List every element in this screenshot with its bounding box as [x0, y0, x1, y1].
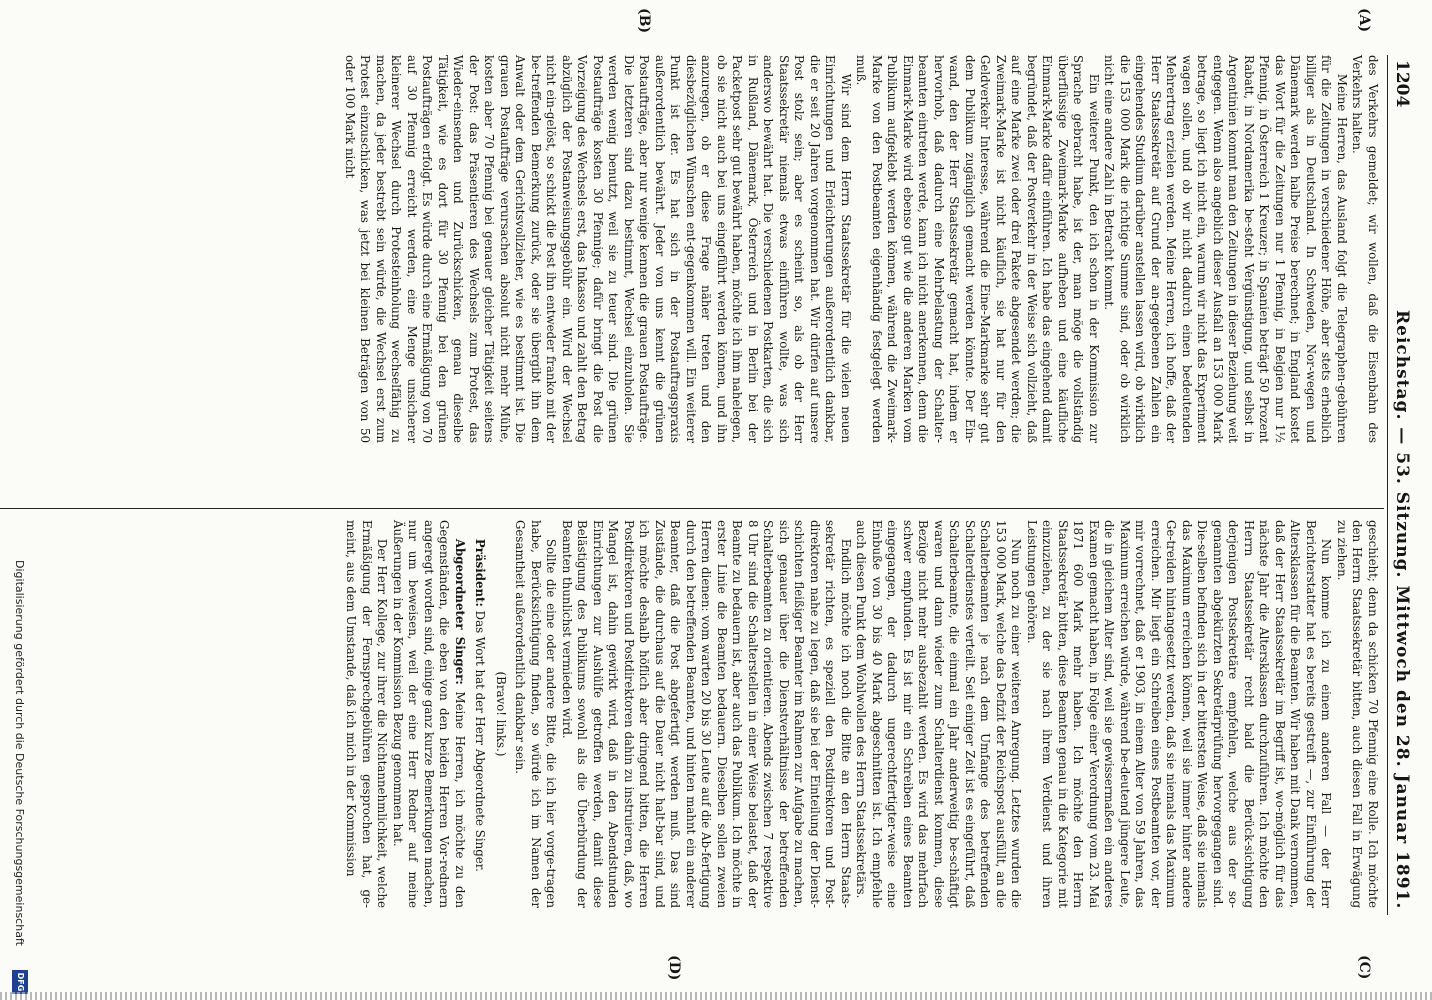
paragraph: Nun noch zu einer weiteren Anregung. Letztes wurden die 153 000 Mark, welche das Defizit der Reichspost ausfüllt, an die Schalterbeamten je nach dem Umfange des betreffenden Schalterdienstes verteilt. Seit einiger Zeit ist es eingeführt, daß Schalterbeamte, die einmal ein Jahr anderweitig be-schäftigt waren und dann wieder zum Schalterdienst kommen, diese Bezüge nicht mehr ausbezahlt werden. Es wird das mehrfach schwer empfunden. Es ist mir ein Schreiben eines Beamten eingegangen, der dadurch ungerechtfertigter-weise eine Einbuße von 30 bis 40 Mark abgeschnitten ist. Ich empfehle auch diesen Punkt dem Wohlwollen des Herrn Staatssekretärs. — [854, 520, 1024, 908]
digitization-note: Digitalisierung gefördert durch die Deutsche Forschungsgemeinschaft — [13, 560, 26, 946]
margin-marker-d: (D) — [666, 955, 682, 981]
paragraph: geschieht; denn da schicken 70 Pfennig eine Rolle. Ich möchte den Herrn Staatssekretär bitten, auch diesen Fall in Erwägung zu ziehen. — [1335, 520, 1380, 908]
running-title: Reichstag. — 53. Sitzung. Mittwoch den 28. Januar 1891. — [1392, 310, 1412, 910]
paragraph: Nun komme ich zu einem anderen Fall — der Herr Berichterstatter hat es bereits gestreift —, zur Einführung der Altersklassen für die Beamten. Wir haben mit Dank vernommen, daß der Herr Staatssekretär im Begriff ist, wo-möglich für das nächste Jahr die Altersklassen durchzuführen. Ich möchte den Herrn Staatssekretär recht bald die Berück-sichtigung derjenigen Postsekretäre empfehlen, welche aus der so-genannten abgekürzten Sekretärprüfung hervorgegangen sind. Die-selben befinden sich in der bittersten Weise, daß sie niemals das Maximum erreichen können, weil sie immer hinter andere Ge-treiden hintangesetzt werden, daß sie niemals das Maximum erreichen. Mir liegt ein Schreiben eines Postbeamten vor, der mir vorrechnet, daß er 1903, in einem Alter von 59 Jahren, das Maximum erreichen würde, während be-deutend jüngere Leute, die in gleichem Alter sind, weil sie gewissermaßen ein anderes Examen gemacht haben, in Folge einer Verordnung vom 23. Mai 1871 600 Mark mehr haben. Ich möchte den Herrn Staatssekretär bitten, diese Beamten genau in die Kategorie mit einzuziehen, zu der sie nach ihrem Verdienst und ihren Leistungen gehören. — [1025, 520, 1334, 908]
dfg-logo: DFG — [12, 970, 28, 994]
paragraph: Meine Herren, das Ausland folgt die Telegraphen-gebühren für die Zeitungen in verschiedener Höhe, aber stets erheblich billiger als in Deutschland. In Schweden, Nor-wegen und Dänemark werden halbe Preise berechnet; in England kostet das Wort für die Zeitungen nur 1 Pfennig, in Belgien nur 1½ Pfennig, in Österreich 1 Kreuzer; in Spanien beträgt 50 Prozent Rabatt, in Nordamerika be-steht Vergünstigung, und selbst in Argentinien kommt man den Zeitungen in dieser Beziehung weit entgegen. Wenn also angeblich dieser Ausfall an 153 000 Mark betrage, so liegt ich nicht ein, warum wir nicht das Experiment wagen sollen, und ob wir nicht dadurch einen bedeutenden Mehrertrag erzielen werden. Meine Herren, ich hoffe, daß der Herr Staatssekretär auf Grund der an-gegebenen Zahlen ein eingehendes Studium darüber anstellen lassen wird, ob wirklich die 153 000 Mark die richtige Summe sind, oder ob wirklich nicht eine andere Zahl in Betracht kommt. — [1102, 55, 1349, 443]
speaker-label: Präsident: — [473, 538, 488, 607]
margin-marker-a: (A) — [1356, 8, 1372, 33]
header-rule — [1387, 55, 1388, 915]
scan-edge — [0, 992, 1432, 1000]
speaker-text: Das Wort hat der Herr Abgeordnete Singer. — [473, 610, 488, 872]
paragraph: des Verkehrs gemeldet; wir wollen, daß die Eisenbahn des Verkehrs halten. — [1350, 55, 1380, 443]
applause-note: (Bravo! links.) — [494, 671, 508, 757]
paragraph: Wir sind dem Herrn Staatssekretär für die vielen neuen Einrichtungen und Erleichterungen außerordentlich dankbar, die er seit 20 Jahren vorgenommen hat. Wir dürfen auf unsere Post stolz sein; aber es scheint so, als ob der Herr Staatssekretär niemals etwas einführen wollte, was sich anderswo bewährt hat. Die verschiedenen Postkarten, die sich in Rußland, Dänemark, Österreich und in Berlin bei der Packetpost sehr gut bewährt haben, möchte ich ihm nahelegen, ob sie nicht auch bei uns eingeführt werden können, und ihn anzuregen, ob er diese Frage näher treten und den diesbezüglichen Wünschen ent-gegenkommen will. Ein weiterer Punkt ist der. Es hat sich in der Postauftragspraxis außerordentlich bewährt. Jeder von uns kennt die grünen Postaufträge, aber nur wenige kennen die grauen Postaufträge. Die letzteren sind dazu bestimmt, Wechsel einzuholen. Sie werden wenig benutzt, weil sie zu teuer sind. Die grünen Postaufträge kosten 30 Pfennige; dafür bringt die Post die Vorzeigung des Wechsels erst, das Inkasso und zahlt den Betrag abzüglich der Postanweisungsgebühr ein. Wird der Wechsel nicht ein-gelöst, so schickt die Post ihn entweder franko mit der be-treffenden Bemerkung zurück, oder sie übergibt ihn dem Anwalt oder dem Gerichtsvollzieher, wie es bestimmt ist. Die grauen Postaufträge verursachen absolut nicht mehr Mühe, kosten aber 70 Pfennig bei genauer gleicher Tätigkeit seitens der Post: das Präsentieren des Wechsels zum Protest, das Wieder-einsenden und Zurückschicken, genau dieselbe Tätigkeit, wie es dort für 30 Pfennig bei den grünen Postaufträgen erfolgt. Es würde durch eine Ermäßigung von 70 auf 30 Pfennig erreicht werden, eine Menge unsicherer kleinerer Wechsel durch Protesteinholung wechselfähig zu machen, da jeder bestrebt sein würde, die Wechsel erst zum Protest einzuschicken, was jetzt bei kleinen Beträgen von 50 oder 100 Mark nicht — [343, 55, 853, 443]
speaker-text: Meine Herren, ich möchte zu den Gegenständen, die eben von den beiden Herren Vor-rednern angeregt worden sind, einige ganz kurze Bemerkungen machen, nur um beweisen, weil der eine Herr Redner auf meine Äußerungen in der Kommission Bezug genommen hat. — [391, 520, 467, 908]
margin-marker-b: (B) — [636, 8, 652, 34]
singer-speech — [390, 520, 468, 908]
paragraph: Sollte die eine oder andere Bitte, die ich hier vorge-tragen habe, Berücksichtigung finden, so würde ich im Namen der Gesamtheit außerordentlich dankbar sein. — [513, 520, 559, 908]
left-column — [2, 55, 1380, 443]
right-column — [344, 520, 1380, 908]
page-number: 1204 — [1392, 60, 1412, 108]
margin-marker-c: (C) — [1356, 955, 1372, 980]
speaker-label: Abgeordneter Singer: — [453, 538, 467, 685]
digitization-footer — [0, 0, 32, 1000]
page-header — [1372, 0, 1432, 1000]
paragraph: Der Herr Kollege, zur ihrer die Nichtannehmlichkeit, welche Ermäßigung der Fernsprechgebühren gesprochen hat, ge-meint, aus dem Umstande, daß ich mich in der Kommission — [344, 520, 390, 908]
column-divider — [0, 508, 1384, 509]
paragraph: Ein weiterer Punkt, den ich schon in der Kommission zur Sprache gebracht habe, ist der, man möge die vollständig überflüssige Zweimark-Marke aufheben und eine käufliche Einmark-Marke dafür einführen. Ich habe das eingehend damit begründet, daß der Postverkehr in der Weise sich vollzieht, daß auf eine Marke zwei oder drei Pakete abgesendet werden; die Zweimark-Marke ist nicht käuflich, sie hat nur für den Geldverkehr Interesse, während die Eine-Markmarke sehr gut dem Publikum zugänglich gemacht werden könnte. Der Ein-wand, den der Herr Staatssekretär gemacht hat, indem er hervorhob, daß dadurch eine Mehrbelastung der Schalter-beamten eintreten werde, kann ich nicht anerkennen, denn die Einmark-Marke wird ebenso gut wie die anderen Marken vom Publikum aufgeklebt werden können, während die Zweimark-Marke von den Postbeamten eigenhändig festgelegt werden muß. — [854, 55, 1101, 443]
president-remark — [472, 520, 488, 908]
paragraph: Endlich möchte ich noch die Bitte an den Herrn Staats-sekretär richten, es speziell den Postdirektoren und Post-direktoren nahe zu legen, daß sie bei der Einteilung der Dienst-schichten fleißiger Beamter im Rahmen zur Aufgabe zu machen, sich genauer über die Dienstverhältnisse der betreffenden Schalterbeamten zu orientieren. Abends zwischen 7 respektive 8 Uhr sind die Schalterstellen in einer Weise belastet, daß der Beamte zu bedauern ist, aber auch das Publikum. Ich möchte in erster Linie die Beamten bedauern. Dieselben sollen zweien Herren dienen: vom warten 20 bis 30 Leute auf die Ab-fertigung durch den betreffenden Beamten, und hinten mahnt ein anderer Beamter, daß die Post abgefertigt werden muß. Das sind Zustände, die durchaus auf die Dauer nicht halt-bar sind, und ich möchte deshalb höflich aber dringend bitten, die Herren Postdirektoren und Postdirektoren dahin zu instruieren, daß, wo Mangel ist, dahin gewirkt wird, daß in den Abendstunden Einrichtungen zur Aushülfe getroffen werden, damit diese Belästigung des Publikums sowohl als die Überbürdung der Beamten thunlichst vermieden wird. — [560, 520, 853, 908]
